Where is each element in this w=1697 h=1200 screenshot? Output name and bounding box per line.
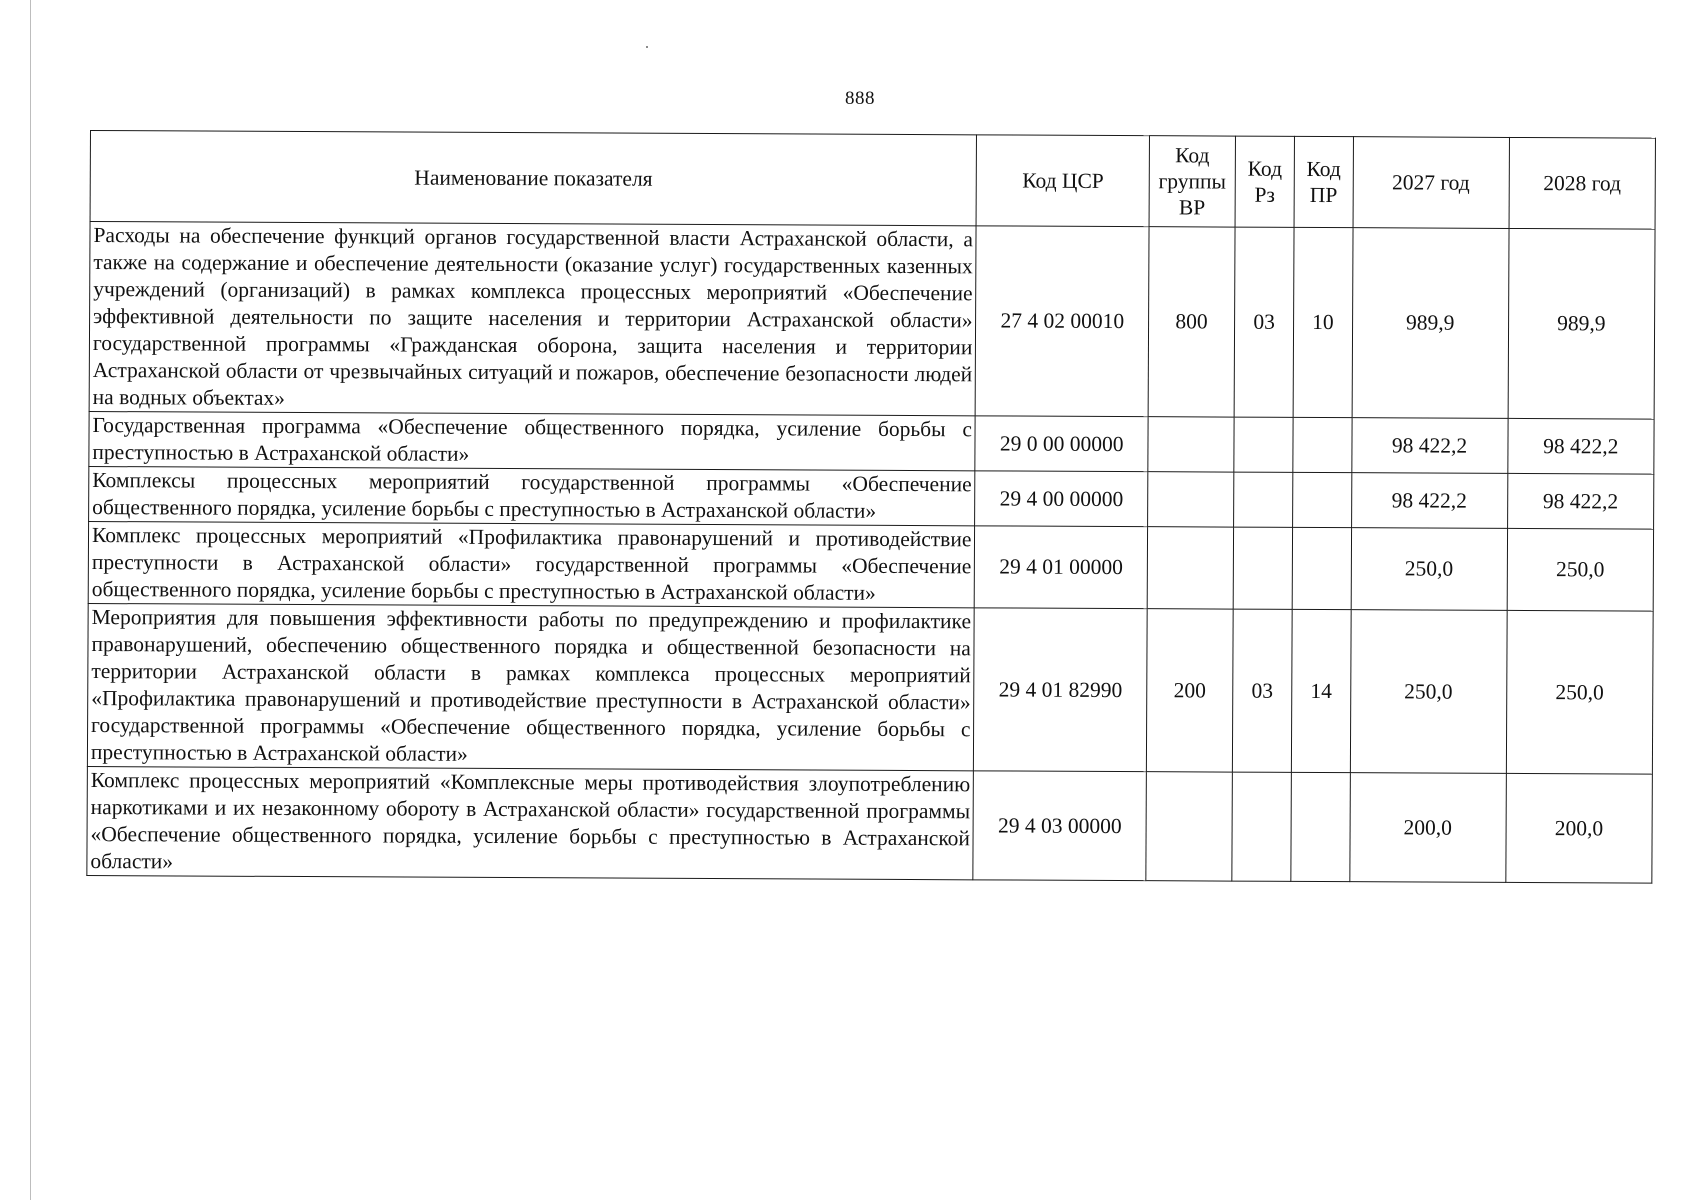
table-row bbox=[87, 766, 1653, 883]
row-2028: 250,0 bbox=[1507, 528, 1654, 611]
row-csr: 29 0 00 00000 bbox=[975, 416, 1148, 472]
row-vr bbox=[1148, 417, 1234, 472]
row-pr: 10 bbox=[1293, 227, 1352, 417]
budget-table bbox=[86, 130, 1656, 884]
header-pr: Код ПР bbox=[1294, 136, 1353, 227]
scan-speck bbox=[646, 46, 648, 48]
row-2028: 989,9 bbox=[1508, 228, 1655, 419]
row-2028: 98 422,2 bbox=[1508, 418, 1655, 474]
row-vr: 800 bbox=[1148, 227, 1235, 417]
page-number: 888 bbox=[845, 88, 875, 109]
row-2027: 250,0 bbox=[1351, 528, 1508, 611]
row-rz bbox=[1233, 527, 1293, 609]
header-rz: Код Рз bbox=[1235, 136, 1295, 227]
row-2027: 989,9 bbox=[1352, 228, 1509, 419]
row-name: Комплекс процессных мероприятий «Комплексные меры противодействия злоупотреблению наркотиками и их незаконному обороту в Астраханской области» государственной программы «Обеспечение общественного порядка, усиление борьбы с преступностью в Астраханской области» bbox=[87, 766, 974, 879]
row-pr bbox=[1291, 772, 1350, 881]
header-2027: 2027 год bbox=[1353, 137, 1510, 229]
row-csr: 27 4 02 00010 bbox=[976, 226, 1150, 417]
row-name: Расходы на обеспечение функций органов государственной власти Астраханской области, а также на содержание и обеспечение деятельности (оказание услуг) государственных казенных учреждений (организаций) в рамках комплекса процессных мероприятий «Обеспечение эффективной деятельности по защите населения и территории Астраханской области» государственной программы «Гражданская оборона, защита населения и территории Астраханской области от чрезвычайных ситуаций и пожаров, обеспечение безопасности людей на водных объектах» bbox=[89, 222, 976, 416]
scan-edge-line bbox=[30, 0, 31, 1200]
row-rz bbox=[1232, 772, 1292, 881]
table-row bbox=[88, 521, 1653, 611]
row-name: Комплекс процессных мероприятий «Профилактика правонарушений и противодействие преступности в Астраханской области» государственной программы «Обеспечение общественного порядка, усиление борьбы с преступностью в Астраханской области» bbox=[88, 521, 975, 607]
table-row bbox=[87, 603, 1653, 774]
table-row bbox=[89, 466, 1654, 529]
row-name: Мероприятия для повышения эффективности работы по предупреждению и профилактике правонарушений, обеспечению общественного порядка и общественной безопасности на территории Астраханской области в рамках комплекса процессных мероприятий «Профилактика правонарушений и противодействие преступности в Астраханской области» государственной программы «Обеспечение общественного порядка, усиление борьбы с преступностью в Астраханской области» bbox=[87, 603, 974, 770]
row-pr bbox=[1292, 527, 1351, 609]
row-csr: 29 4 03 00000 bbox=[973, 771, 1146, 881]
row-pr bbox=[1293, 417, 1352, 472]
row-vr bbox=[1146, 772, 1232, 881]
row-rz: 03 bbox=[1232, 609, 1292, 772]
row-csr: 29 4 01 00000 bbox=[975, 526, 1148, 609]
row-csr: 29 4 01 82990 bbox=[974, 608, 1147, 772]
row-rz bbox=[1233, 472, 1293, 527]
row-rz: 03 bbox=[1234, 227, 1294, 417]
row-2027: 98 422,2 bbox=[1351, 473, 1507, 529]
header-name: Наименование показателя bbox=[90, 131, 977, 226]
row-vr bbox=[1148, 472, 1234, 527]
row-2028: 250,0 bbox=[1506, 610, 1653, 774]
row-csr: 29 4 00 00000 bbox=[975, 471, 1148, 527]
table-row bbox=[89, 411, 1654, 474]
row-pr: 14 bbox=[1292, 609, 1351, 772]
row-2027: 98 422,2 bbox=[1351, 418, 1507, 474]
table-header-row bbox=[90, 131, 1655, 230]
row-2028: 98 422,2 bbox=[1507, 473, 1654, 529]
row-pr bbox=[1293, 472, 1352, 527]
row-2027: 200,0 bbox=[1349, 773, 1506, 883]
row-2028: 200,0 bbox=[1506, 773, 1653, 883]
row-name: Государственная программа «Обеспечение общественного порядка, усиление борьбы с преступностью в Астраханской области» bbox=[89, 411, 976, 470]
header-2028: 2028 год bbox=[1509, 137, 1656, 229]
row-2027: 250,0 bbox=[1350, 610, 1507, 774]
row-vr: 200 bbox=[1146, 609, 1233, 772]
table-row bbox=[89, 222, 1655, 420]
row-rz bbox=[1234, 417, 1294, 472]
header-csr: Код ЦСР bbox=[976, 135, 1149, 227]
row-name: Комплексы процессных мероприятий государственной программы «Обеспечение общественного порядка, усиление борьбы с преступностью в Астраханской области» bbox=[89, 466, 976, 525]
row-vr bbox=[1147, 527, 1233, 609]
header-vr: Код группы ВР bbox=[1149, 136, 1235, 227]
